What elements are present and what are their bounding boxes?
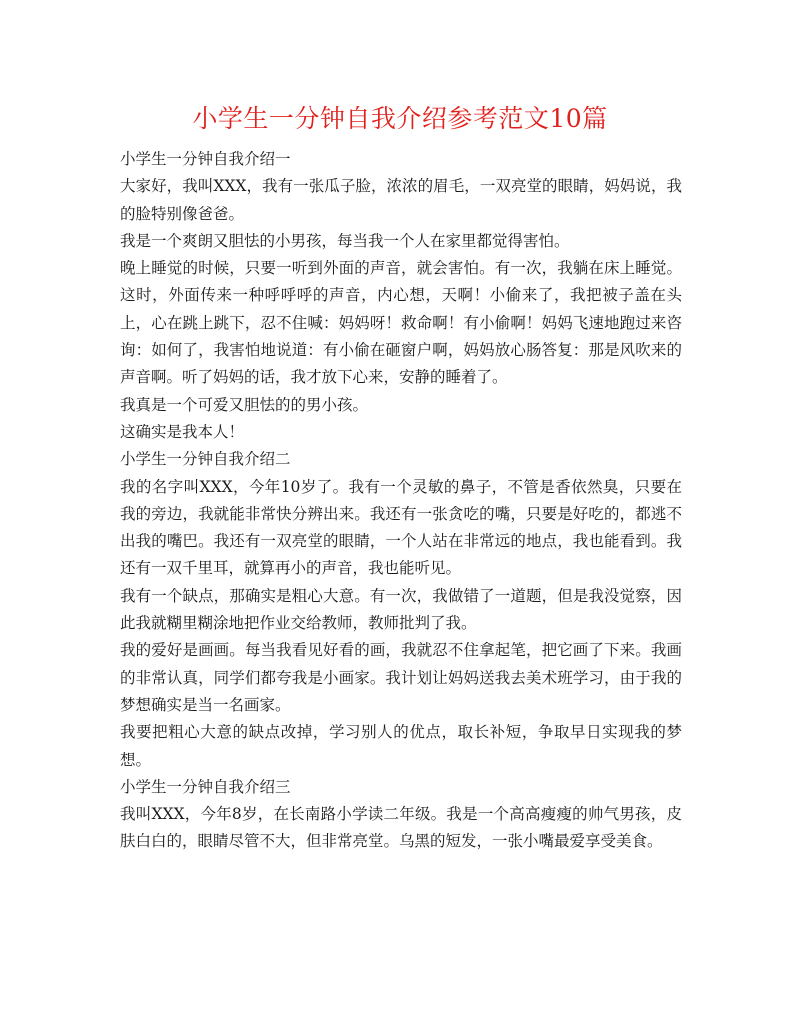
paragraph: 我是一个爽朗又胆怯的小男孩，每当我一个人在家里都觉得害怕。 [120, 231, 570, 250]
section-heading-2: 小学生一分钟自我介绍二 [120, 450, 291, 469]
paragraph: 这确实是我本人！ [120, 422, 245, 441]
paragraph: 我真是一个可爱又胆怯的的男小孩。 [120, 395, 369, 414]
paragraph: 我要把粗心大意的缺点改掉，学习别人的优点，取长补短，争取早日实现我的梦想。 [120, 723, 682, 769]
paragraph: 我的名字叫XXX，今年10岁了。我有一个灵敏的鼻子，不管是香依然臭，只要在我的旁边，我就能非常快分辨出来。我还有一张贪吃的嘴，只要是好吃的，都逃不出我的嘴巴。我还有一双亮堂的眼睛，一个人站在非常远的地点，我也能看到。我还有一双千里耳，就算再小的声音，我也能听见。 [120, 477, 682, 578]
paragraph: 大家好，我叫XXX，我有一张瓜子脸，浓浓的眉毛，一双亮堂的眼睛，妈妈说，我的脸特别像爸爸。 [120, 177, 682, 223]
section-heading-3: 小学生一分钟自我介绍三 [120, 777, 291, 796]
paragraph: 晚上睡觉的时候，只要一听到外面的声音，就会害怕。有一次，我躺在床上睡觉。这时，外面传来一种呼呼呼的声音，内心想，天啊！小偷来了，我把被子盖在头上，心在跳上跳下，忍不住喊：妈妈呀！救命啊！有小偷啊！妈妈飞速地跑过来咨询：如何了，我害怕地说道：有小偷在砸窗户啊，妈妈放心肠答复：那是风吹来的声音啊。听了妈妈的话，我才放下心来，安静的睡着了。 [120, 259, 682, 387]
document-title: 小学生一分钟自我介绍参考范文10篇 [192, 104, 608, 133]
section-heading-1: 小学生一分钟自我介绍一 [120, 150, 291, 168]
paragraph: 我的爱好是画画。每当我看见好看的画，我就忍不住拿起笔，把它画了下来。我画的非常认真，同学们都夸我是小画家。我计划让妈妈送我去美术班学习，由于我的梦想确实是当一名画家。 [120, 641, 682, 714]
paragraph: 我叫XXX，今年8岁，在长南路小学读二年级。我是一个高高瘦瘦的帅气男孩，皮肤白白的，眼睛尽管不大，但非常亮堂。乌黑的短发，一张小嘴最爱享受美食。 [120, 805, 682, 851]
document-body [120, 146, 682, 856]
paragraph: 我有一个缺点，那确实是粗心大意。有一次，我做错了一道题，但是我没觉察，因此我就糊里糊涂地把作业交给教师，教师批判了我。 [120, 586, 682, 633]
